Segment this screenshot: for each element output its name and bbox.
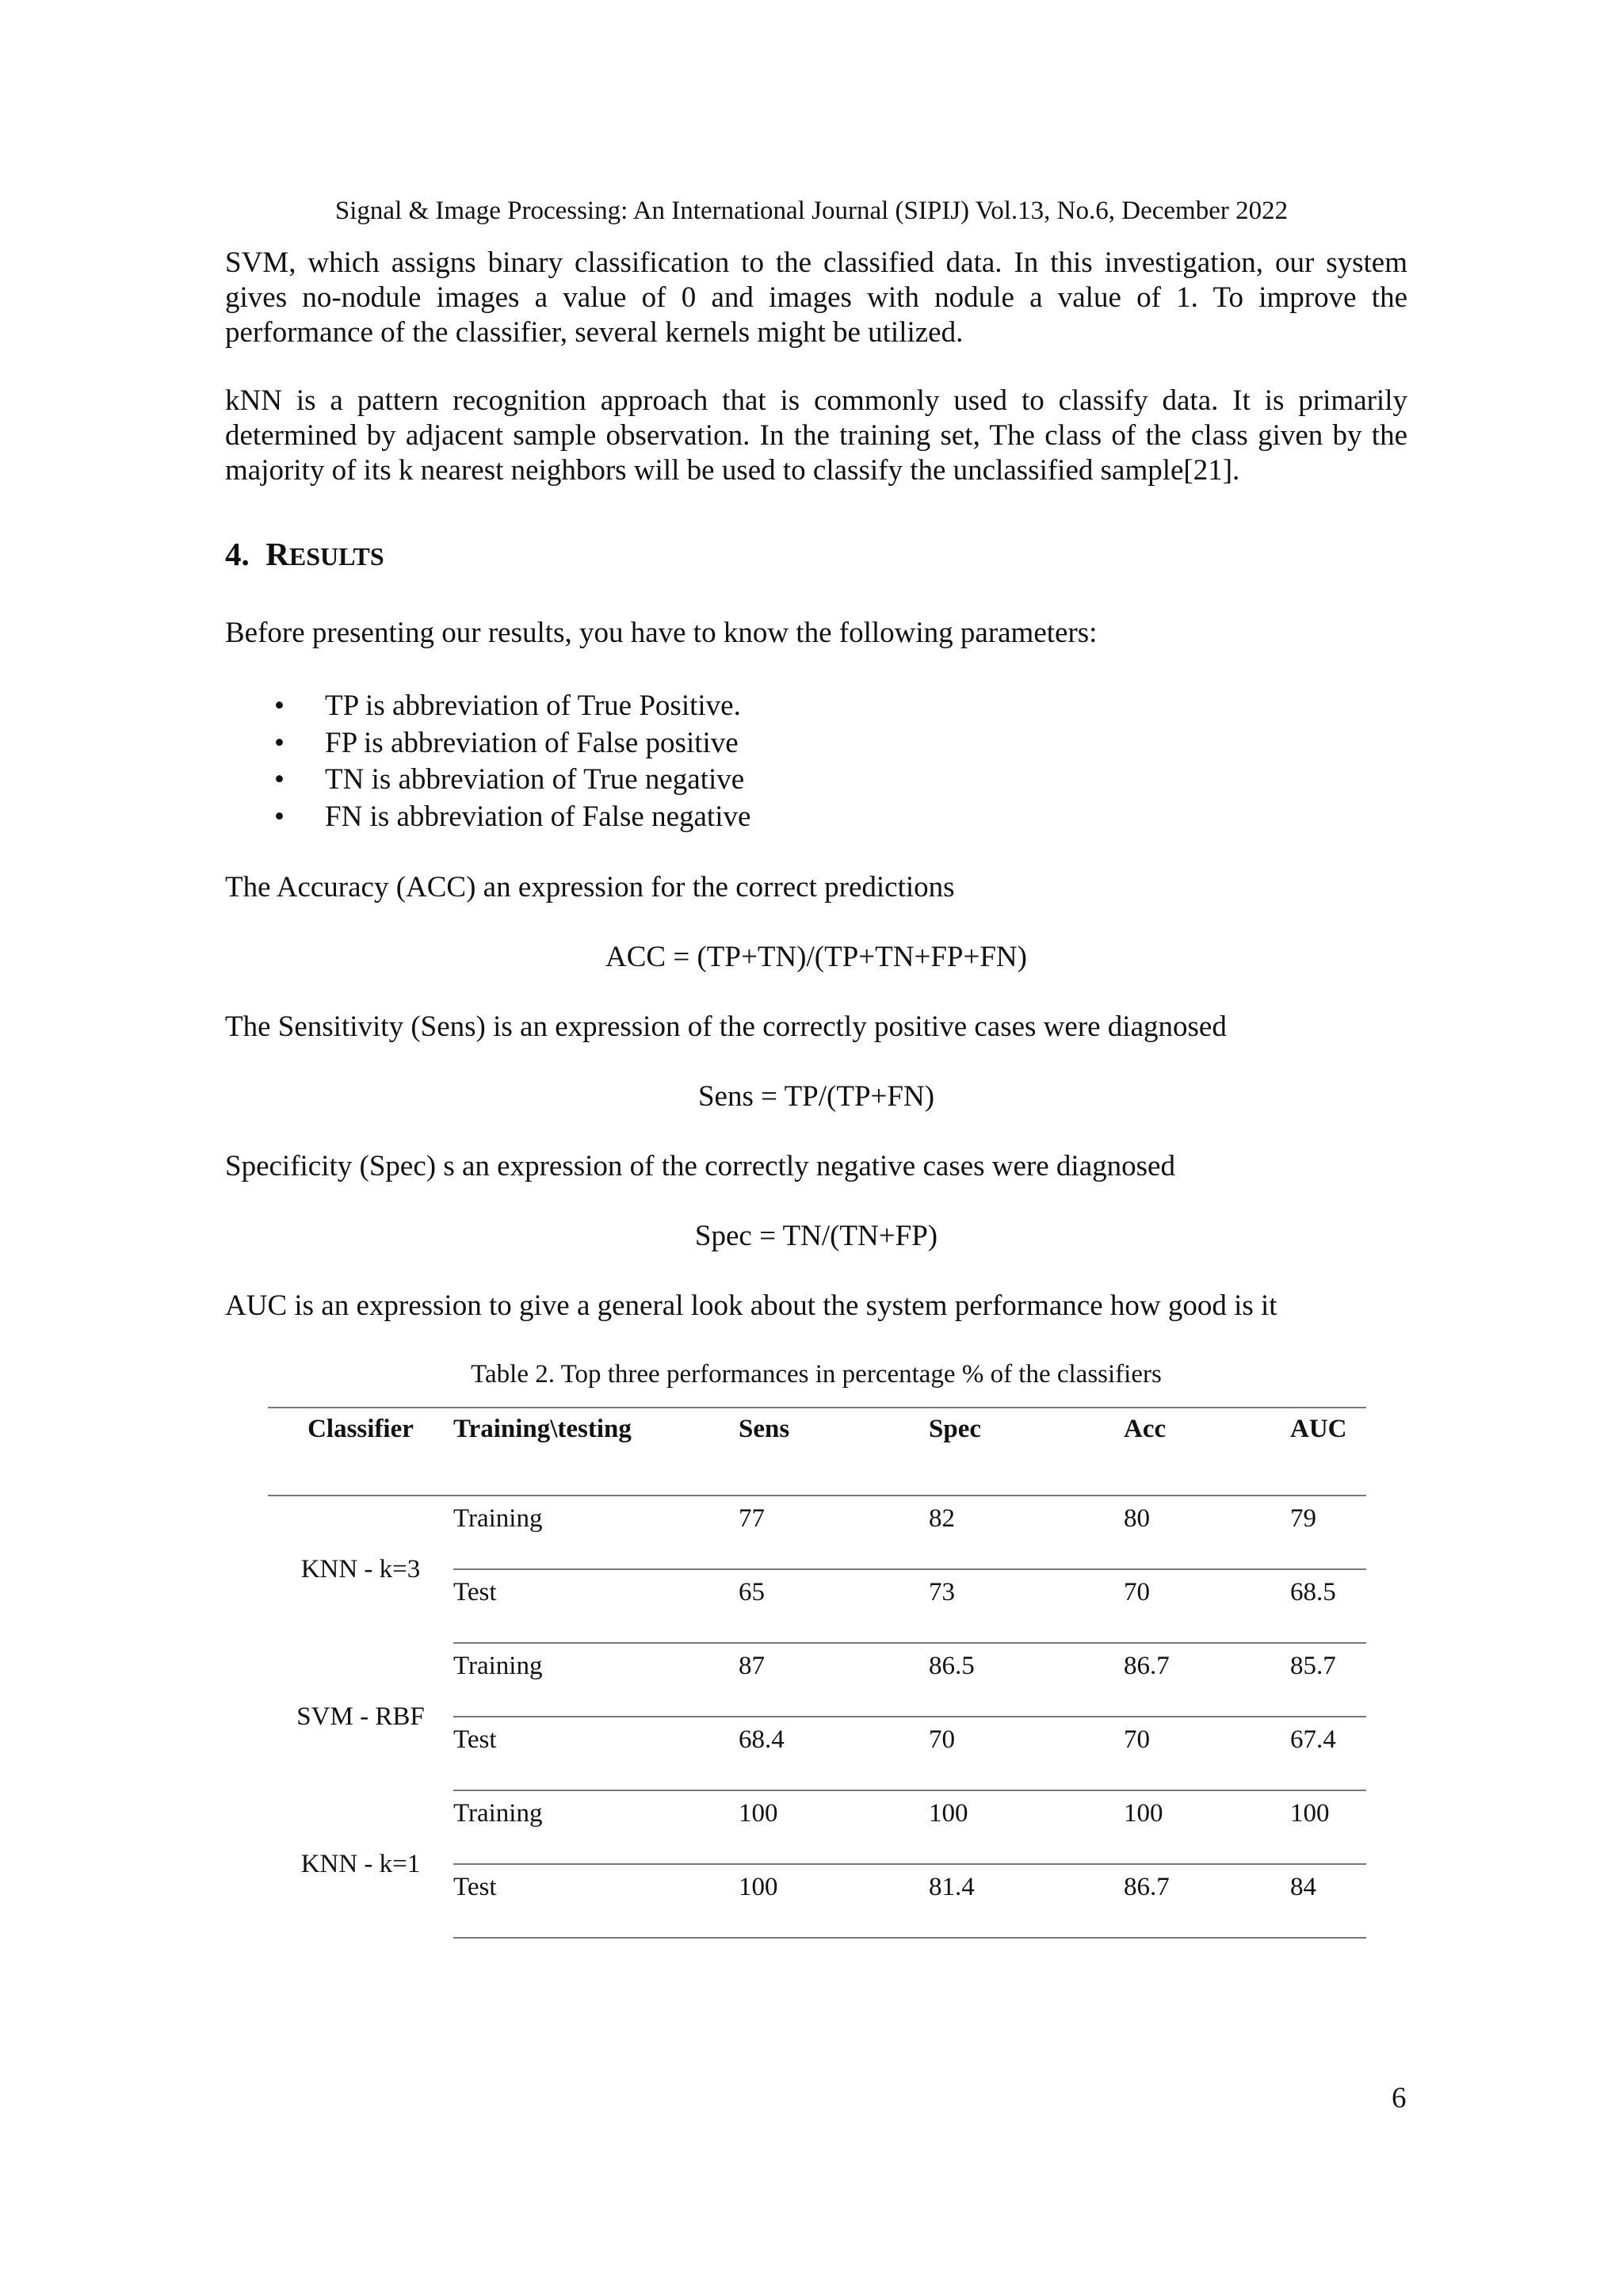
column-header-phase: Training\testing [453, 1408, 739, 1496]
bullet-icon: • [274, 763, 285, 796]
sens-cell: 77 [739, 1496, 929, 1569]
accuracy-formula: ACC = (TP+TN)/(TP+TN+FP+FN) [605, 941, 1027, 973]
column-header-auc: AUC [1290, 1408, 1366, 1496]
auc-cell: 67.4 [1290, 1717, 1366, 1790]
classifier-name: SVM - RBF [296, 1702, 425, 1731]
sensitivity-formula: Sens = TP/(TP+FN) [697, 1080, 935, 1113]
phase-cell: Training [453, 1790, 739, 1864]
table-row [268, 1643, 1366, 1717]
auc-cell: 68.5 [1290, 1569, 1366, 1643]
classifier-name: KNN - k=3 [300, 1555, 421, 1584]
results-table [268, 1407, 1366, 1939]
auc-cell: 100 [1290, 1790, 1366, 1864]
spec-cell: 73 [929, 1569, 1124, 1643]
list-item-text: TN is abbreviation of True negative [325, 763, 745, 796]
auc-cell: 85.7 [1290, 1643, 1366, 1717]
table-row [268, 1790, 1366, 1864]
accuracy-definition: The Accuracy (ACC) an expression for the correct predictions [225, 871, 955, 904]
spec-cell: 86.5 [929, 1643, 1124, 1717]
sens-cell: 65 [739, 1569, 929, 1643]
auc-definition: AUC is an expression to give a general look about the system performance how good is it [225, 1289, 1277, 1322]
list-item [225, 725, 1407, 762]
section-title-initial: R [265, 536, 289, 572]
parameter-list [225, 688, 1407, 835]
bullet-icon: • [274, 800, 285, 833]
section-heading-results [225, 534, 1407, 576]
page-number: 6 [1392, 2082, 1407, 2115]
list-item-text: FN is abbreviation of False negative [325, 800, 751, 833]
table-caption: Table 2. Top three performances in percentage % of the classifiers [471, 1360, 1162, 1389]
list-item [225, 688, 1407, 725]
list-item [225, 762, 1407, 799]
column-header-classifier: Classifier [268, 1408, 453, 1496]
list-item-text: TP is abbreviation of True Positive. [325, 690, 741, 722]
running-header: Signal & Image Processing: An International Journal (SIPIJ) Vol.13, No.6, December 2022 [334, 197, 1289, 225]
acc-cell: 80 [1124, 1496, 1290, 1569]
column-header-sens: Sens [739, 1408, 929, 1496]
phase-cell: Training [453, 1643, 739, 1717]
table-header-row [268, 1408, 1366, 1496]
acc-cell: 86.7 [1124, 1864, 1290, 1938]
sens-cell: 68.4 [739, 1717, 929, 1790]
svm-paragraph: SVM, which assigns binary classification to the classified data. In this investigation, our system gives no-nodule images a value of 0 and images with nodule a value of 1. To improve the performance of the classifier, several kernels might be utilized. [225, 246, 1407, 349]
parameters-intro: Before presenting our results, you have to know the following parameters: [225, 617, 1098, 649]
bullet-icon: • [274, 690, 285, 722]
auc-cell: 79 [1290, 1496, 1366, 1569]
section-number: 4. [225, 536, 250, 572]
spec-cell: 82 [929, 1496, 1124, 1569]
classifier-name: KNN - k=1 [300, 1849, 421, 1878]
acc-cell: 86.7 [1124, 1643, 1290, 1717]
acc-cell: 70 [1124, 1717, 1290, 1790]
page-body [225, 246, 1407, 1392]
phase-cell: Test [453, 1569, 739, 1643]
sens-cell: 87 [739, 1643, 929, 1717]
phase-cell: Test [453, 1864, 739, 1938]
spec-cell: 100 [929, 1790, 1124, 1864]
specificity-formula: Spec = TN/(TN+FP) [694, 1220, 938, 1252]
sens-cell: 100 [739, 1790, 929, 1864]
acc-cell: 70 [1124, 1569, 1290, 1643]
column-header-acc: Acc [1124, 1408, 1290, 1496]
phase-cell: Test [453, 1717, 739, 1790]
bullet-icon: • [274, 726, 285, 759]
table-row [268, 1496, 1366, 1569]
section-title-rest: ESULTS [288, 542, 384, 571]
list-item-text: FP is abbreviation of False positive [325, 726, 739, 759]
auc-cell: 84 [1290, 1864, 1366, 1938]
specificity-definition: Specificity (Spec) s an expression of the correctly negative cases were diagnosed [225, 1150, 1175, 1182]
list-item [225, 799, 1407, 836]
sens-cell: 100 [739, 1864, 929, 1938]
knn-paragraph: kNN is a pattern recognition approach that is commonly used to classify data. It is primarily determined by adjacent sample observation. In the training set, The class of the class given by the majority of its k nearest neighbors will be used to classify the unclassified sample[21]. [225, 384, 1407, 487]
sensitivity-definition: The Sensitivity (Sens) is an expression of the correctly positive cases were diagnosed [225, 1010, 1227, 1043]
spec-cell: 70 [929, 1717, 1124, 1790]
acc-cell: 100 [1124, 1790, 1290, 1864]
phase-cell: Training [453, 1496, 739, 1569]
spec-cell: 81.4 [929, 1864, 1124, 1938]
column-header-spec: Spec [929, 1408, 1124, 1496]
